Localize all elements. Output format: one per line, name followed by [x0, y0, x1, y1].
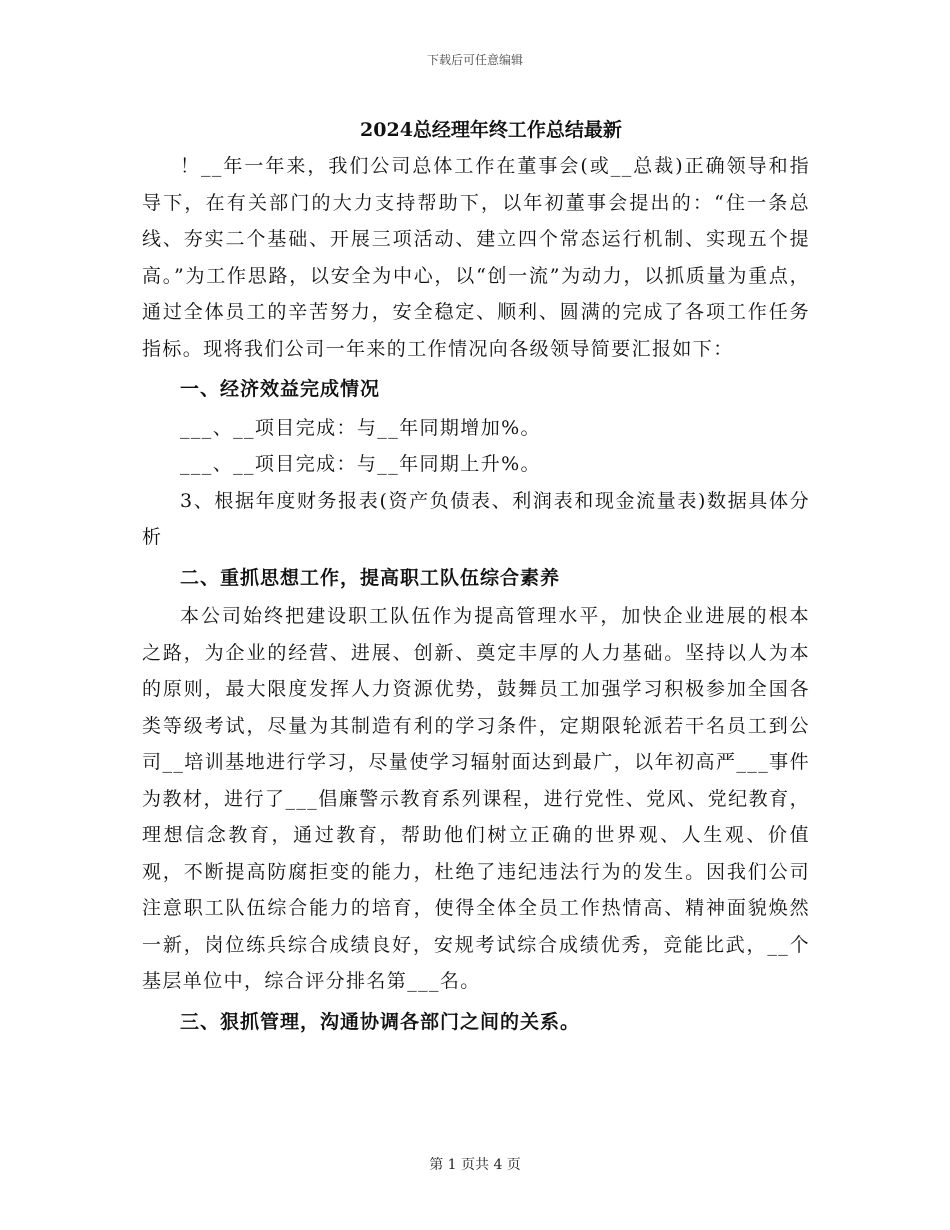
intro-paragraph: ！__年一年来，我们公司总体工作在董事会(或__总裁)正确领导和指导下，在有关部门的大力支持帮助下，以年初董事会提出的：“住一条总线、夯实二个基础、开展三项活动、建立四个常态运行机制、实现五个提高。”为工作思路，以安全为中心，以“创一流”为动力，以抓质量为重点，通过全体员工的辛苦努力，安全稳定、顺利、圆满的完成了各项工作任务指标。现将我们公司一年来的工作情况向各级领导简要汇报如下：: [142, 155, 810, 360]
section-2-body: 本公司始终把建设职工队伍作为提高管理水平，加快企业进展的根本之路，为企业的经营、进展、创新、奠定丰厚的人力基础。坚持以人为本的原则，最大限度发挥人力资源优势，鼓舞员工加强学习积极参加全国各类等级考试，尽量为其制造有利的学习条件，定期限轮派若干名员工到公司__培训基地进行学习，尽量使学习辐射面达到最广，以年初高严___事件为教材，进行了___倡廉警示教育系列课程，进行党性、党风、党纪教育，理想信念教育，通过教育，帮助他们树立正确的世界观、人生观、价值观，不断提高防腐拒变的能力，杜绝了违纪违法行为的发生。因我们公司注意职工队伍综合能力的培育，使得全体全员工作热情高、精神面貌焕然一新，岗位练兵综合成绩良好，安规考试综合成绩优秀，竞能比武，__个基层单位中，综合评分排名第___名。: [142, 605, 810, 992]
section-2-heading: 二、重抓思想工作，提高职工队伍综合素养: [180, 566, 561, 589]
document-body: [142, 112, 810, 1042]
page-header-note: 下载后可任意编辑: [426, 53, 523, 67]
section-3-heading: 三、狠抓管理，沟通协调各部门之间的关系。: [180, 1010, 581, 1033]
page-number-footer: 第 1 页共 4 页: [429, 1157, 521, 1173]
section-1-heading: 一、经济效益完成情况: [180, 378, 381, 400]
section-1-item-3: 3、根据年度财务报表(资产负债表、利润表和现金流量表)数据具体分析: [142, 489, 810, 548]
section-1-item-1: ___、__项目完成：与__年同期增加%。: [180, 416, 541, 439]
document-title: 2024总经理年终工作总结最新: [360, 119, 622, 141]
section-1-item-2: ___、__项目完成：与__年同期上升%。: [180, 453, 541, 475]
